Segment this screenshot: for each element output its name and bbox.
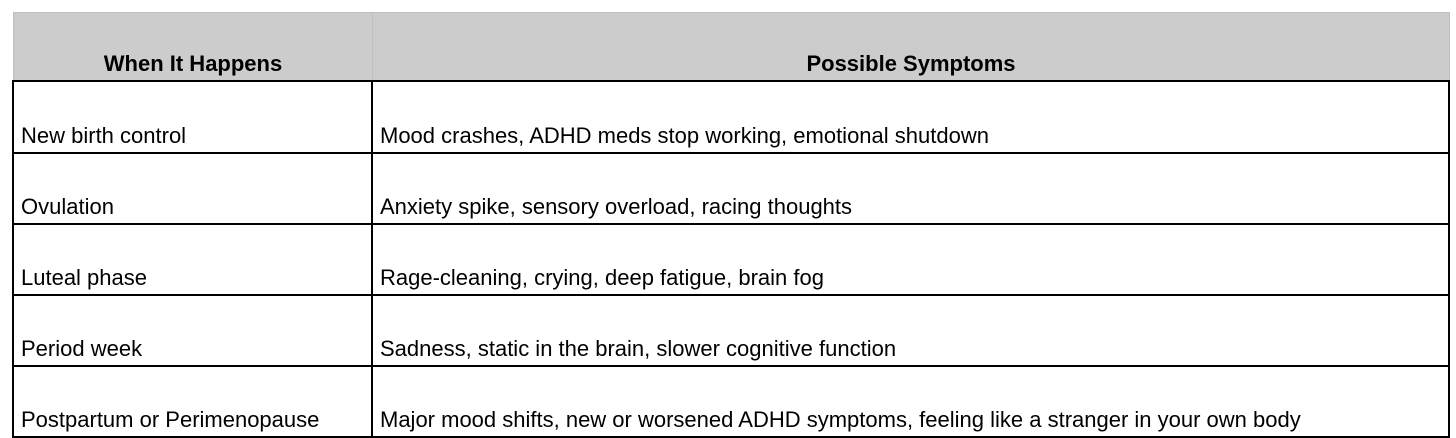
table-row (13, 366, 1449, 437)
table-header (13, 13, 1449, 82)
cell-when: Postpartum or Perimenopause (13, 366, 372, 437)
cell-symptoms: Major mood shifts, new or worsened ADHD symptoms, feeling like a stranger in your own body (372, 366, 1449, 437)
table-row (13, 295, 1449, 366)
symptoms-table (12, 12, 1450, 438)
table-row (13, 153, 1449, 224)
cell-symptoms: Rage-cleaning, crying, deep fatigue, brain fog (372, 224, 1449, 295)
cell-symptoms: Anxiety spike, sensory overload, racing thoughts (372, 153, 1449, 224)
header-row (13, 13, 1449, 82)
cell-when: New birth control (13, 81, 372, 153)
cell-when: Period week (13, 295, 372, 366)
header-possible-symptoms: Possible Symptoms (372, 13, 1449, 82)
header-when-it-happens: When It Happens (13, 13, 372, 82)
cell-when: Ovulation (13, 153, 372, 224)
cell-when: Luteal phase (13, 224, 372, 295)
cell-symptoms: Mood crashes, ADHD meds stop working, emotional shutdown (372, 81, 1449, 153)
cell-symptoms: Sadness, static in the brain, slower cognitive function (372, 295, 1449, 366)
table-body (13, 81, 1449, 437)
table-row (13, 81, 1449, 153)
table-row (13, 224, 1449, 295)
